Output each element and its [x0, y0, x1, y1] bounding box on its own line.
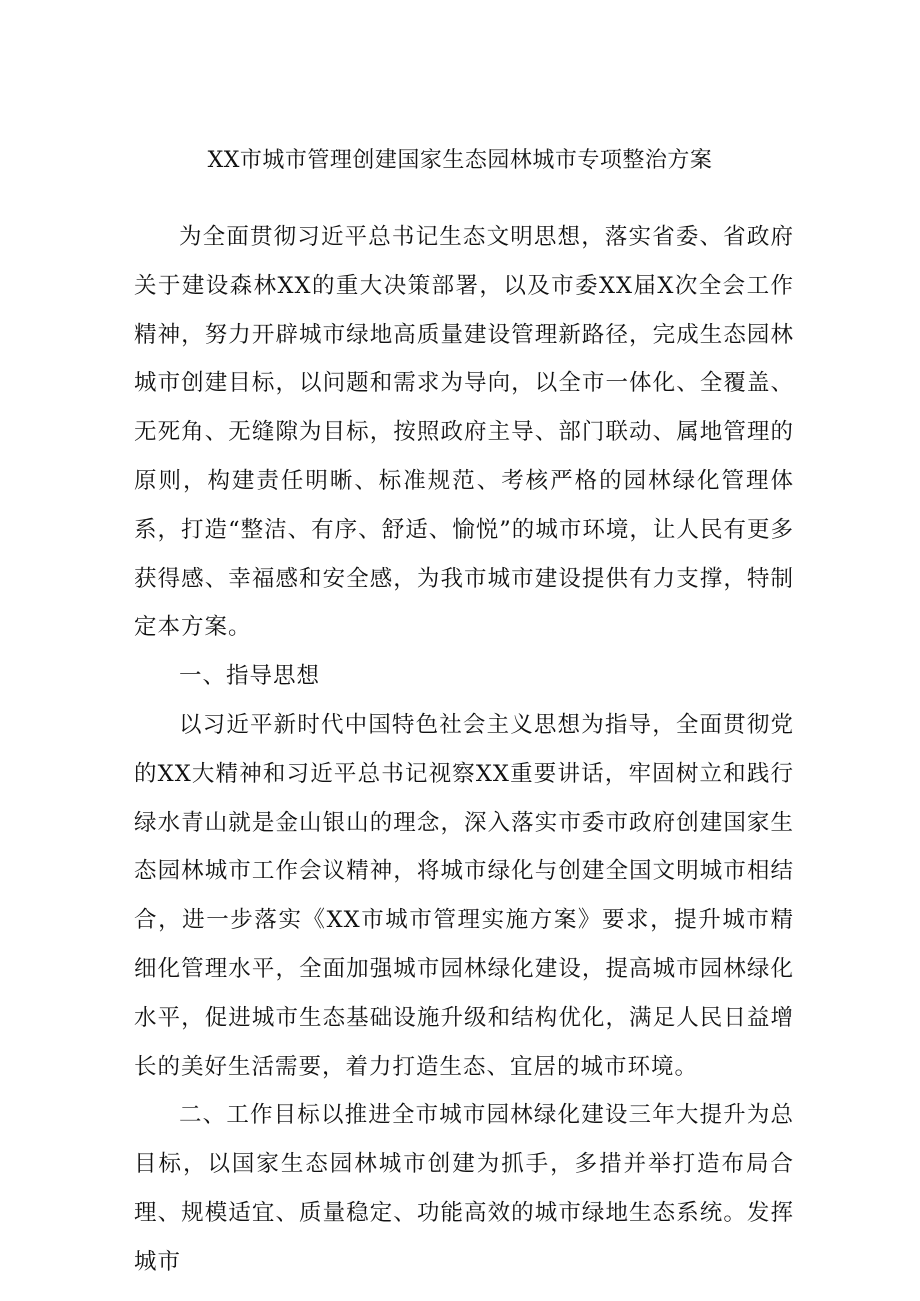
section-1-paragraph: 以习近平新时代中国特色社会主义思想为指导，全面贯彻党的XX大精神和习近平总书记视察XX重要讲话，牢固树立和践行绿水青山就是金山银山的理念，深入落实市委市政府创建国家生态园林城市工作会议精神，将城市绿化与创建全国文明城市相结合，进一步落实《XX市城市管理实施方案》要求，提升城市精细化管理水平，全面加强城市园林绿化建设，提高城市园林绿化水平，促进城市生态基础设施升级和结构优化，满足人民日益增长的美好生活需要，着力打造生态、宜居的城市环境。 [134, 711, 794, 1080]
document-body [134, 213, 794, 1287]
section-1-heading: 一、指导思想 [179, 663, 321, 690]
section-2-paragraph: 二、工作目标以推进全市城市园林绿化建设三年大提升为总目标，以国家生态园林城市创建为抓手，多措并举打造布局合理、规模适宜、质量稳定、功能高效的城市绿地生态系统。发挥城市 [134, 1102, 794, 1275]
document-title: XX市城市管理创建国家生态园林城市专项整治方案 [207, 148, 713, 173]
intro-paragraph: 为全面贯彻习近平总书记生态文明思想，落实省委、省政府关于建设森林XX的重大决策部署，以及市委XX届X次全会工作精神，努力开辟城市绿地高质量建设管理新路径，完成生态园林城市创建目标，以问题和需求为导向，以全市一体化、全覆盖、无死角、无缝隙为目标，按照政府主导、部门联动、属地管理的原则，构建责任明晰、标准规范、考核严格的园林绿化管理体系，打造“整洁、有序、舒适、愉悦”的城市环境，让人民有更多获得感、幸福感和安全感，为我市城市建设提供有力支撑，特制定本方案。 [134, 224, 794, 641]
